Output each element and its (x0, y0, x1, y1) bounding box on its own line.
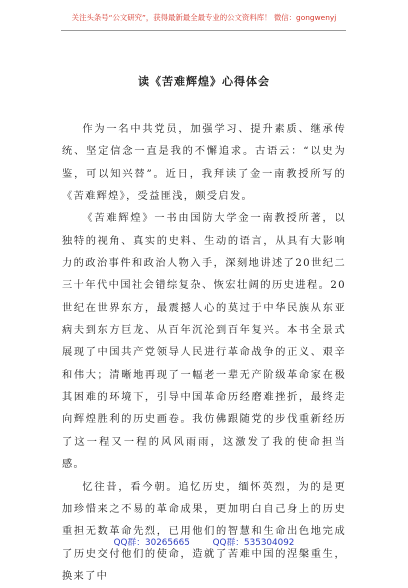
footer-qq-group-2: QQ群：535304092 (213, 537, 295, 549)
page-footer (0, 537, 408, 549)
paragraph: 《苦难辉煌》一书由国防大学金一南教授所著，以独特的视角、真实的史料、生动的语言，从具有大影响力的政治事件和政治人物入手，深刻地讲述了20世纪二三十年代中国社会错综复杂、恢宏壮阔的历史进程。20世纪在世界东方，最震撼人心的莫过于中华民族从东亚病夫到东方巨龙、从百年沉沦到百年复兴。本书全景式展现了中国共产党领导人民进行革命战争的正义、艰辛和伟大；清晰地再现了一幅老一辈无产阶级革命家在极其困难的环境下，引导中国革命历经磨难挫折，最终走向辉煌胜利的历史画卷。我仿佛跟随党的步伐重新经历了这一程又一程的风风雨雨，这激发了我的使命担当感。 (62, 208, 346, 476)
page-header: 关注头条号“公文研究”，获得最新最全最专业的公文资料库！ 微信：gongwenyj (0, 13, 408, 23)
document-title: 读《苦难辉煌》心得体会 (0, 74, 408, 90)
paragraph: 作为一名中共党员，加强学习、提升素质、继承传统、坚定信念一直是我的不懈追求。古语云：“以史为鉴，可以知兴替”。近日，我拜读了金一南教授所写的《苦难辉煌》，受益匪浅，颇受启发。 (62, 119, 346, 208)
footer-qq-group-1: QQ群：30265665 (114, 537, 190, 549)
paragraph: 忆往昔，看今朝。追忆历史，缅怀英烈，为的是更加珍惜来之不易的革命成果，更加明白自己身上的历史重担无数革命先烈，已用他们的智慧和生命出色地完成了历史交付他们的使命，造就了苦难中国的涅槃重生，换来了中 (62, 477, 346, 588)
document-body (62, 119, 346, 588)
header-divider (61, 30, 346, 31)
